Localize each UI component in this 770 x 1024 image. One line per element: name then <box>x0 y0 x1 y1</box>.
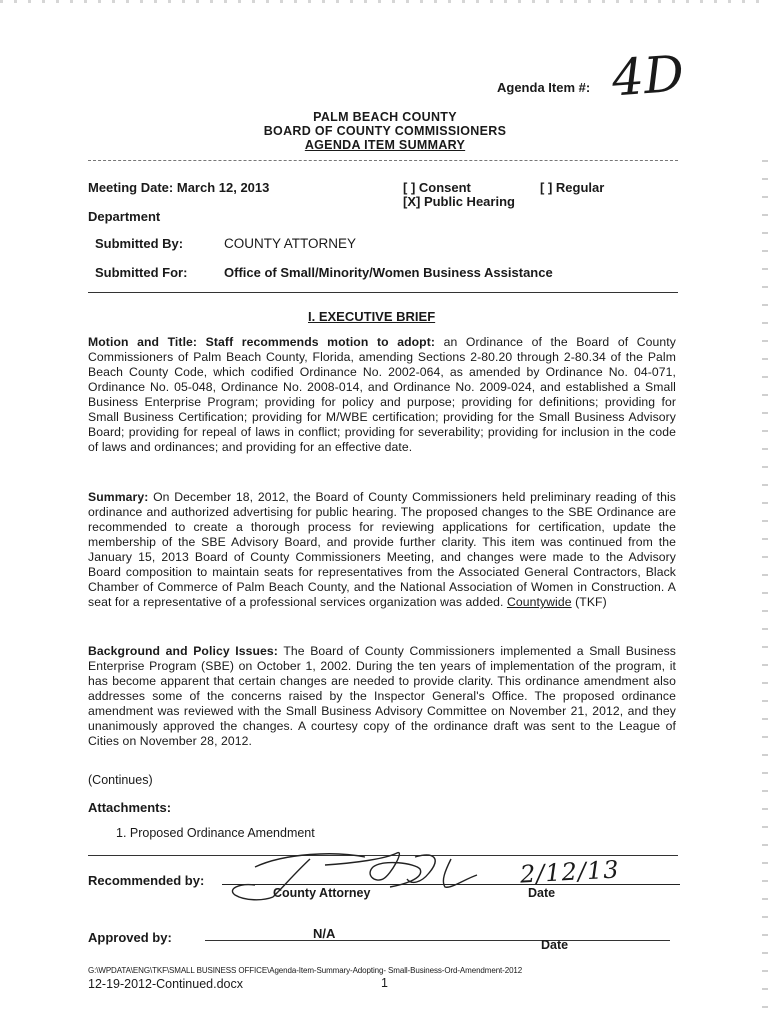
recommended-date-label: Date <box>528 886 556 900</box>
public-hearing-option: [X] Public Hearing <box>403 194 515 209</box>
meeting-date-row <box>88 180 269 195</box>
motion-paragraph <box>88 335 676 455</box>
recommended-by-label: Recommended by: <box>88 873 205 888</box>
divider <box>88 160 678 161</box>
submitted-by-value: COUNTY ATTORNEY <box>224 236 357 251</box>
regular-option: [ ] Regular <box>540 180 605 195</box>
summary-initials: (TKF) <box>575 595 607 609</box>
consent-option: [ ] Consent <box>403 180 471 195</box>
agenda-item-number: 4D <box>610 44 686 108</box>
motion-text: an Ordinance of the Board of County Commissioners of Palm Beach County, Florida, amending Sections 2-80.20 through 2-80.34 of the Palm Beach County Code, which codified Ordinance No. 2002-064, as amended by Ordinance No. 04-071, Ordinance No. 05-048, Ordinance No. 2008-014, and Ordinance No. 2009-024, and established a Small Business Enterprise Program; providing for policy and purpose; providing for definitions; providing for Small Business Certification; providing for M/WBE certification; providing for the Small Business Advisory Board; providing for repeal of laws in conflict; providing for severability; providing for inclusion in the code of laws and ordinances; and providing for an effective date. <box>88 335 676 454</box>
recommended-role: County Attorney <box>273 886 371 900</box>
background-paragraph <box>88 644 676 749</box>
header-board: BOARD OF COUNTY COMMISSIONERS <box>263 124 507 138</box>
approved-date-label: Date <box>541 938 569 952</box>
divider <box>88 292 678 293</box>
footer-file-name: 12-19-2012-Continued.docx <box>88 977 243 991</box>
countywide-tag: Countywide <box>506 595 572 609</box>
page-number: 1 <box>381 976 388 990</box>
summary-label: Summary: <box>88 490 149 504</box>
approved-by-value: N/A <box>313 926 336 941</box>
handwritten-signature <box>215 845 515 905</box>
meeting-date-value: March 12, 2013 <box>176 180 270 195</box>
attachment-item: 1. Proposed Ordinance Amendment <box>116 826 315 840</box>
submitted-by-label: Submitted By: <box>95 236 184 251</box>
agenda-item-label: Agenda Item #: <box>497 80 591 95</box>
meeting-date-label: Meeting Date: <box>88 180 174 195</box>
background-text: The Board of County Commissioners implemented a Small Business Enterprise Program (SBE) on October 1, 2002. During the ten years of implementation of the program, it has become apparent that certain changes are needed to provide clarity. This ordinance amendment also addresses some of the concerns raised by the Inspector General's Office. The proposed ordinance amendment was reviewed with the Small Business Advisory Committee on November 21, 2012, and they unanimously approved the changes. A courtesy copy of the ordinance draft was sent to the League of Cities on November 28, 2012. <box>88 644 676 748</box>
submitted-for-label: Submitted For: <box>95 265 188 280</box>
department-label: Department <box>88 209 161 224</box>
page-title: AGENDA ITEM SUMMARY <box>304 138 466 152</box>
submitted-for-value: Office of Small/Minority/Women Business Assistance <box>224 265 553 280</box>
motion-label: Motion and Title: Staff recommends motion to adopt: <box>88 335 436 349</box>
summary-text: On December 18, 2012, the Board of County Commissioners held preliminary reading of this ordinance and authorized advertising for public hearing. The proposed changes to the SBE Ordinance are recommended to create a thorough process for reviewing applications for certification, update the membership of the SBE Advisory Board, and provide further clarity. This item was continued from the January 15, 2013 Board of County Commissioners Meeting, and changes were made to the Advisory Board composition to maintain seats for representatives from the Associated General Contractors, Black Chamber of Commerce of Palm Beach County, and the National Association of Women in Construction. A seat for a representative of a professional services organization was added. <box>88 490 676 609</box>
handwritten-date: 2/12/13 <box>519 855 621 889</box>
summary-paragraph <box>88 490 676 610</box>
approved-by-label: Approved by: <box>88 930 172 945</box>
section-title: I. EXECUTIVE BRIEF <box>308 309 436 324</box>
background-label: Background and Policy Issues: <box>88 644 278 658</box>
attachments-label: Attachments: <box>88 800 172 815</box>
signature-line <box>205 940 670 941</box>
scan-edge-marks <box>762 160 768 1020</box>
footer-file-path: G:\WPDATA\ENG\TKF\SMALL BUSINESS OFFICE\Agenda-Item-Summary-Adopting- Small-Business-Ord-Amendment-2012 <box>88 966 523 975</box>
continues-note: (Continues) <box>88 773 153 787</box>
scan-edge-marks <box>0 0 770 3</box>
header-county: PALM BEACH COUNTY <box>313 110 457 124</box>
